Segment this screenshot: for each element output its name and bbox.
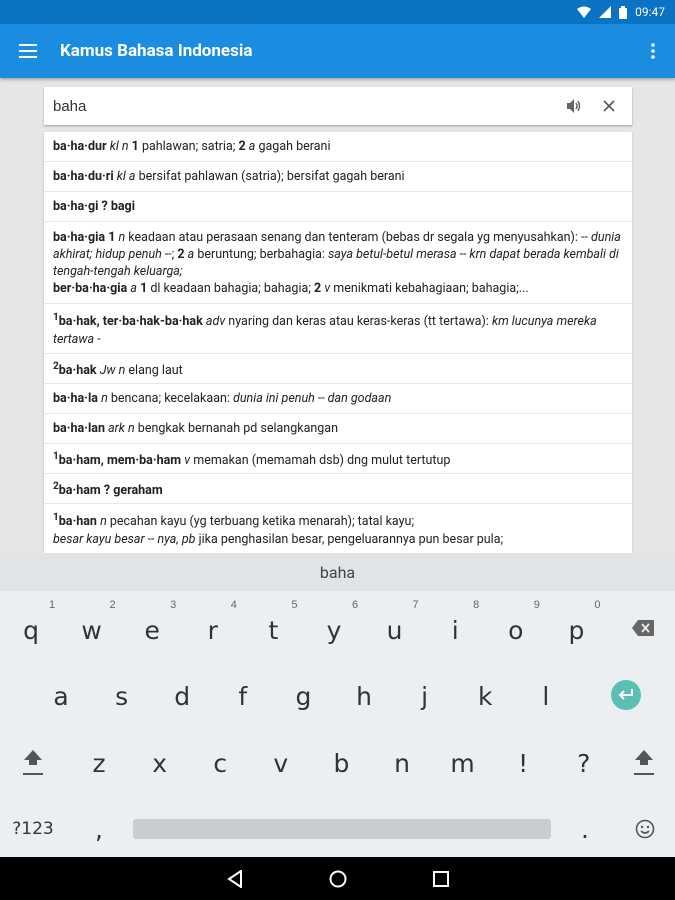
space-bar[interactable] — [133, 819, 551, 839]
key-y[interactable]: y — [326, 615, 342, 645]
emoji-icon[interactable] — [620, 804, 670, 854]
symbols-key[interactable]: ?123 — [12, 819, 54, 839]
key-p[interactable]: p — [568, 615, 585, 645]
speaker-icon[interactable] — [558, 87, 592, 125]
status-bar — [0, 0, 675, 24]
list-item[interactable]: $^1$ba·ham, mem·ba·ham v memakan (memamah dsb) dng mulut tertutup — [44, 444, 632, 474]
key-v[interactable]: v — [273, 748, 289, 778]
key-t[interactable]: t — [268, 615, 279, 645]
list-item[interactable]: ba·ha·du·ri kl a bersifat pahlawan (satria); bersifat gagah berani — [44, 162, 632, 192]
key-hint: 2 — [109, 599, 116, 611]
back-icon[interactable] — [227, 870, 243, 888]
key-hint: 6 — [351, 599, 359, 611]
key-hint: 8 — [473, 599, 480, 611]
key-hint: 0 — [594, 599, 601, 611]
key-m[interactable]: m — [450, 748, 475, 778]
app-bar — [0, 24, 675, 78]
list-item[interactable]: $^1$ba·hak, ter·ba·hak-ba·hak adv nyaring dan keras atau keras-keras (tt tertawa): km lucunya mereka tertawa - — [44, 304, 632, 354]
list-item[interactable]: ba·ha·la n bencana; kecelakaan: dunia ini penuh -- dan godaan — [44, 384, 632, 414]
comma-key[interactable]: , — [95, 814, 103, 844]
key-e[interactable]: e — [144, 615, 160, 645]
list-item[interactable]: ba·ha·gi ? bagi — [44, 192, 632, 222]
key-z[interactable]: z — [92, 748, 106, 778]
key-hint: 7 — [412, 599, 419, 611]
navigation-bar — [0, 857, 675, 900]
key-f[interactable]: f — [238, 681, 248, 711]
key-hint: 9 — [533, 599, 540, 611]
battery-icon — [619, 6, 627, 19]
key-x[interactable]: x — [152, 748, 167, 778]
key-d[interactable]: d — [174, 681, 191, 711]
more-options-icon[interactable] — [631, 24, 675, 78]
suggestion-strip — [0, 553, 675, 591]
key-hint: 3 — [170, 599, 177, 611]
app-title: Kamus Bahasa Indonesia — [60, 41, 253, 61]
list-item[interactable]: ba·ha·gia 1 n keadaan atau perasaan senang dan tenteram (bebas dr segala yg menyusahkan): -- dunia akhirat; hidup penuh --; 2 a beruntung; berbahagia: saya betul-betul merasa -- krn dapat berada kembali di tengah-tengah keluarga; ber·ba·ha·gia a 1 dl keadaan bahagia; bahagia; 2 v menikmati kebahagiaan; bahagia;... — [44, 222, 632, 304]
shift-left-icon[interactable] — [8, 737, 58, 787]
recents-icon[interactable] — [433, 871, 449, 887]
signal-icon — [599, 6, 611, 18]
key-k[interactable]: k — [477, 681, 493, 711]
keyboard — [0, 553, 675, 857]
period-key[interactable]: . — [581, 814, 589, 844]
key-hint: 4 — [230, 599, 237, 611]
key-s[interactable]: s — [115, 681, 129, 711]
key-g[interactable]: g — [295, 681, 312, 711]
list-item[interactable]: $^1$ba·han n pecahan kayu (yg terbuang ketika menarah); tatal kayu; besar kayu besar -- nya, pb jika penghasilan besar, pengeluarannya pun besar pula; — [44, 504, 632, 553]
key-hint: 1 — [48, 599, 56, 611]
key-question[interactable]: ? — [577, 748, 591, 778]
key-a[interactable]: a — [53, 681, 69, 711]
menu-icon[interactable] — [0, 24, 56, 78]
key-j[interactable]: j — [421, 681, 429, 711]
wifi-icon — [577, 6, 591, 18]
suggestion-word[interactable]: baha — [319, 562, 356, 582]
key-q[interactable]: q — [23, 615, 39, 645]
key-w[interactable]: w — [81, 615, 102, 645]
key-u[interactable]: u — [386, 615, 403, 645]
key-exclamation[interactable]: ! — [518, 748, 529, 778]
search-input[interactable] — [44, 97, 558, 116]
key-n[interactable]: n — [394, 748, 410, 778]
enter-icon[interactable] — [611, 680, 641, 710]
key-l[interactable]: l — [542, 681, 550, 711]
search-box — [44, 87, 632, 125]
backspace-icon[interactable] — [618, 603, 668, 653]
home-icon[interactable] — [329, 870, 347, 888]
key-o[interactable]: o — [508, 615, 524, 645]
shift-right-icon[interactable] — [619, 737, 669, 787]
list-item[interactable]: ba·ha·lan ark n bengkak bernanah pd selangkangan — [44, 414, 632, 444]
key-i[interactable]: i — [451, 615, 459, 645]
key-c[interactable]: c — [213, 748, 228, 778]
key-b[interactable]: b — [333, 748, 350, 778]
list-item[interactable]: $^2$ba·hak Jw n elang laut — [44, 354, 632, 384]
key-r[interactable]: r — [207, 615, 218, 645]
list-item[interactable]: ba·ha·dur kl n 1 pahlawan; satria; 2 a gagah berani — [44, 132, 632, 162]
key-h[interactable]: h — [356, 681, 372, 711]
clear-icon[interactable] — [592, 87, 626, 125]
key-hint: 5 — [291, 599, 298, 611]
list-item[interactable]: $^2$ba·ham ? geraham — [44, 474, 632, 504]
status-time: 09:47 — [635, 5, 665, 19]
results-list — [44, 132, 632, 553]
